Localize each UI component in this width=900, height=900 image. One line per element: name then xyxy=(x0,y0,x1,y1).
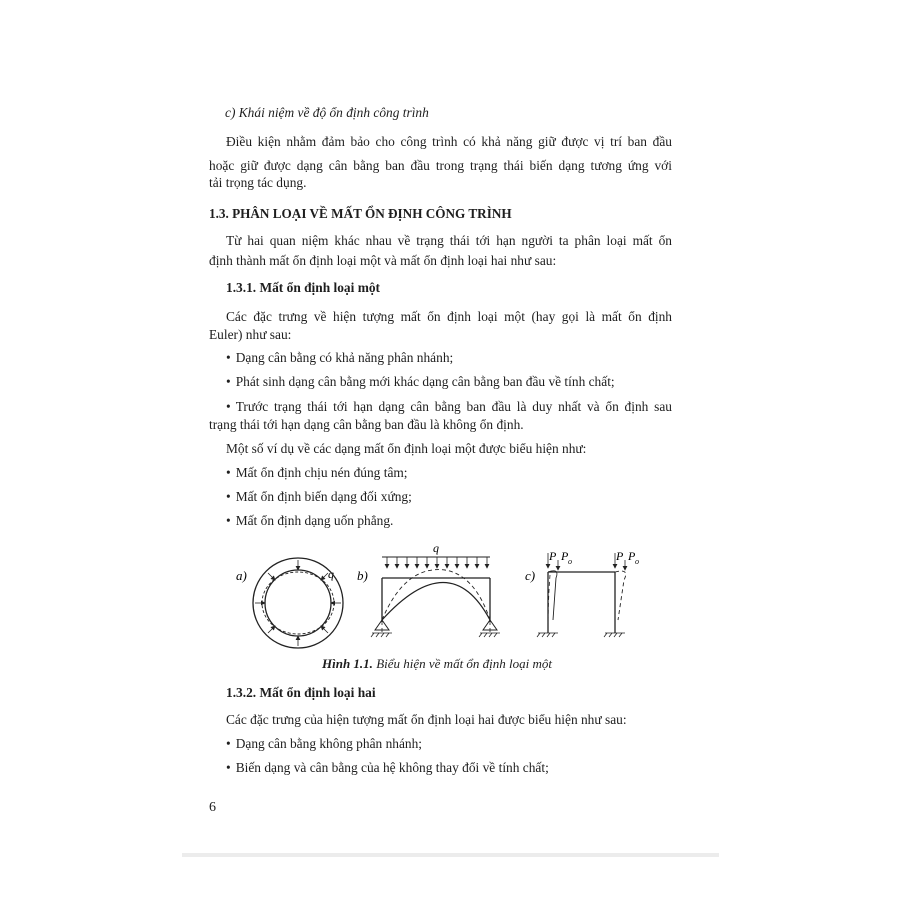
heading-1-3: 1.3. PHÂN LOẠI VỀ MẤT ỔN ĐỊNH CÔNG TRÌNH xyxy=(209,206,512,221)
para1-line2: hoặc giữ được dạng cân bằng ban đầu trong trạng thái biến dạng tương ứng với xyxy=(209,158,672,173)
para2-line1: Từ hai quan niệm khác nhau về trạng thái tới hạn người ta phân loại mất ổn xyxy=(226,233,672,248)
figure-caption-prefix: Hình 1.1. xyxy=(322,656,373,671)
para4: Một số ví dụ về các dạng mất ổn định loại một được biểu hiện như: xyxy=(226,441,587,456)
bullet-2-1: • Mất ổn định chịu nén đúng tâm; xyxy=(226,464,408,481)
figure-label-c-Po2-sub: o xyxy=(635,557,639,566)
figure-label-b-q: q xyxy=(433,541,439,555)
heading-1-3-2: 1.3.2. Mất ổn định loại hai xyxy=(226,685,376,700)
page-number: 6 xyxy=(209,800,216,815)
para5: Các đặc trưng của hiện tượng mất ổn định loại hai được biểu hiện như sau: xyxy=(226,712,627,727)
bullet-1-3-line1: • Trước trạng thái tới hạn dạng cân bằng ban đầu là duy nhất và ổn định sau xyxy=(226,398,672,415)
bullet-2-3: • Mất ổn định dạng uốn phẳng. xyxy=(226,512,393,529)
para1-line3: tải trọng tác dụng. xyxy=(209,175,307,190)
section-c-title: c) Khái niệm về độ ổn định công trình xyxy=(225,105,429,120)
para3-line2: Euler) như sau: xyxy=(209,327,292,342)
figure-label-c-Po1-sub: o xyxy=(568,557,572,566)
figure-caption-text: Biểu hiện về mất ổn định loại một xyxy=(376,656,553,671)
bullet-3-2: • Biến dạng và cân bằng của hệ không thay đổi về tính chất; xyxy=(226,759,549,776)
frame-diagram xyxy=(537,553,626,637)
figure-label-c-P2: P xyxy=(616,549,624,563)
ring-diagram xyxy=(253,558,343,648)
bullet-2-2: • Mất ổn định biến dạng đối xứng; xyxy=(226,488,412,505)
para1-line1: Điều kiện nhằm đảm bảo cho công trình có khả năng giữ được vị trí ban đầu xyxy=(226,134,672,149)
bullet-1-2: • Phát sinh dạng cân bằng mới khác dạng cân bằng ban đầu về tính chất; xyxy=(226,373,615,390)
bullet-1-3-line2: trạng thái tới hạn dạng cân bằng ban đầu là không ổn định. xyxy=(209,417,524,432)
figure-label-c-Po1: P xyxy=(561,549,569,563)
para2-line2: định thành mất ổn định loại một và mất ổn định loại hai như sau: xyxy=(209,253,557,268)
figure-label-a-q: q xyxy=(328,567,334,581)
bullet-3-1: • Dạng cân bằng không phân nhánh; xyxy=(226,735,422,752)
figure-label-b: b) xyxy=(357,568,368,583)
figure-label-c-Po2: P xyxy=(628,549,636,563)
arch-diagram xyxy=(371,557,500,637)
heading-1-3-1: 1.3.1. Mất ổn định loại một xyxy=(226,280,381,295)
scroll-indicator xyxy=(182,853,719,857)
bullet-1-1: • Dạng cân bằng có khả năng phân nhánh; xyxy=(226,349,453,366)
figure-label-c-P1: P xyxy=(549,549,557,563)
figure-label-c: c) xyxy=(525,568,536,583)
figure-caption xyxy=(322,655,552,672)
figure-label-a: a) xyxy=(236,568,247,583)
para3-line1: Các đặc trưng về hiện tượng mất ổn định loại một (hay gọi là mất ổn định xyxy=(226,309,672,324)
